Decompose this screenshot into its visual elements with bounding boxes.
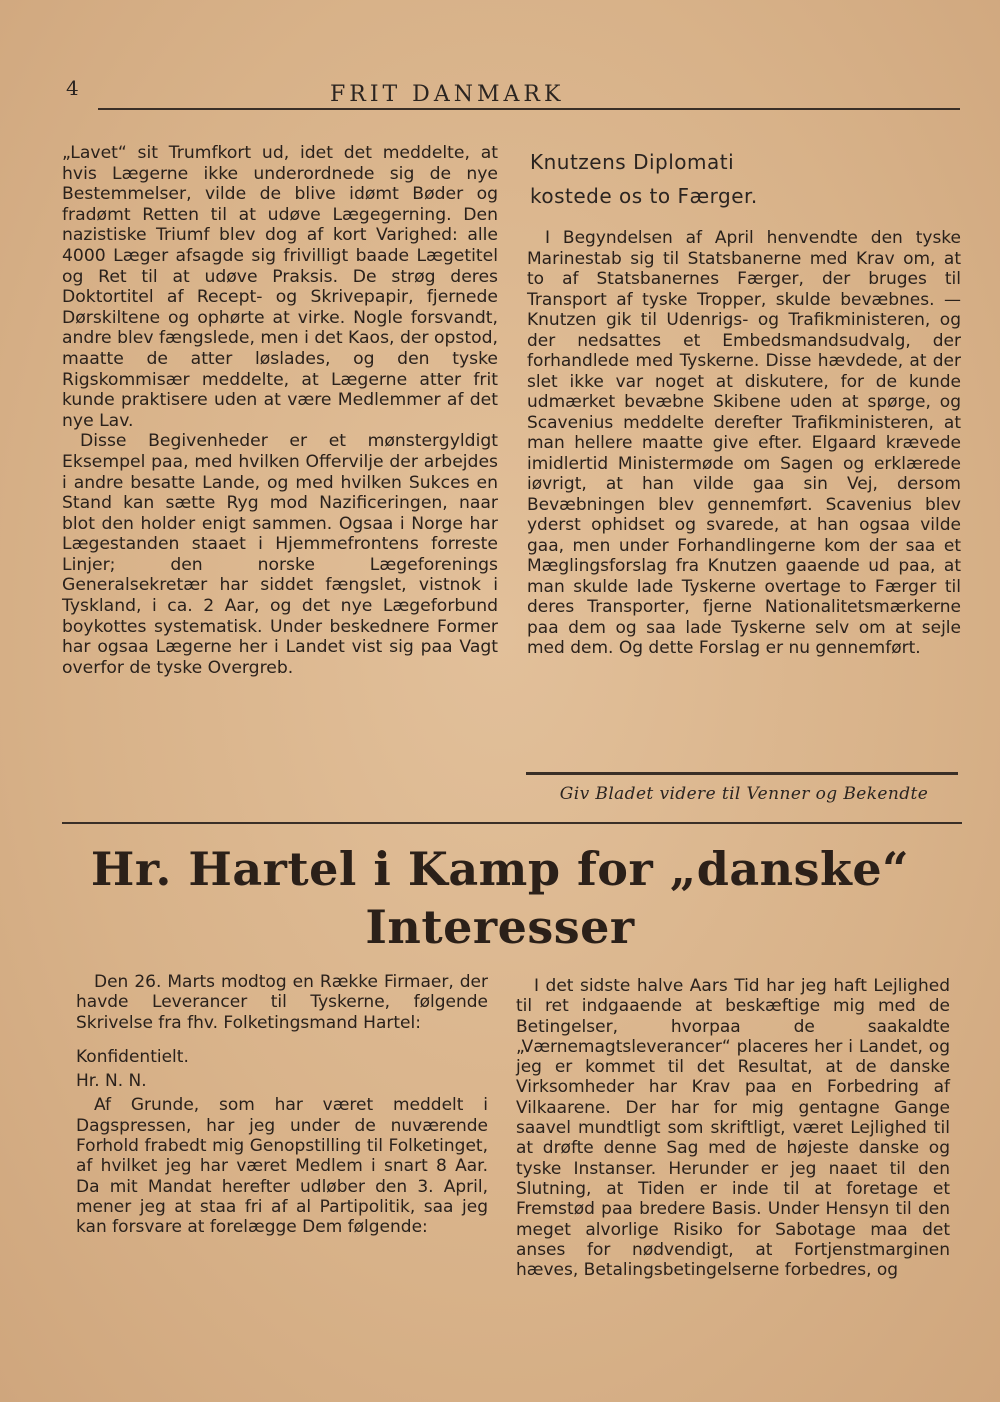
promo-rule	[526, 772, 958, 775]
hartel-intro: Den 26. Marts modtog en Række Firmaer, der havde Leverancer til Tyskerne, følgende Skrivelse fra fhv. Folketingsmand Hartel:	[76, 972, 488, 1033]
article-lav-column	[62, 143, 498, 678]
hartel-body-paragraph-2: I det sidste halve Aars Tid har jeg haft Lejlighed til ret indgaaende at beskæftige mig med de Betingelser, hvorpaa de saakaldte „Værnemagtsleverancer“ placeres her i Landet, og jeg er kommet til det Resultat, at de danske Virksomheder har Krav paa en Forbedring af Vilkaarene. Der har for mig gentagne Gange saavel mundtligt som skriftligt, været Lejlighed til at drøfte denne Sag med de højeste danske og tyske Instanser. Herunder er jeg naaet til den Slutning, at Tiden er inde til at foretage et Fremstød paa bredere Basis. Under Hensyn til den meget alvorlige Risiko for Sabotage maa det anses for nødvendigt, at Fortjenstmarginen hæves, Betalingsbetingelserne forbedres, og	[516, 976, 950, 1281]
headline-line-2: Interesser	[365, 900, 635, 954]
article-lav-paragraph-1: „Lavet“ sit Trumfkort ud, idet det meddelte, at hvis Lægerne ikke underordnede sig de nye Bestemmelser, vilde de blive idømt Bøder og fradømt Retten til at udøve Lægegerning. Den nazistiske Triumf blev dog af kort Varighed: alle 4000 Læger afsagde sig frivilligt baade Lægetitel og Ret til at udøve Praksis. De strøg deres Doktortitel af Recept- og Skrivepapir, fjernede Dørskiltene og ophørte at virke. Nogle forsvandt, andre blev fængslede, men i det Kaos, der opstod, maatte de atter løslades, og den tyske Rigskommisær meddelte, at Lægerne atter frit kunde praktisere uden at være Medlemmer af det nye Lav.	[62, 143, 498, 431]
hartel-confidential-label: Konfidentielt.	[76, 1046, 189, 1067]
section-divider	[62, 822, 962, 824]
article-knutzen-paragraph: I Begyndelsen af April henvendte den tyske Marinestab sig til Statsbanerne med Krav om, at to af Statsbanernes Færger, der bruges til Transport af tyske Tropper, skulde bevæbnes. — Knutzen gik til Udenrigs- og Trafikministeren, og der nedsattes et Embedsmandsudvalg, der forhandlede med Tyskerne. Disse hævdede, at der slet ikke var noget at diskutere, for de kunde udmærket bevæbne Skibene uden at spørge, og Scavenius meddelte derefter Trafikministeren, at man hellere maatte give efter. Elgaard krævede imidlertid Ministermøde om Sagen og erklærede iøvrigt, at han vilde gaa sin Vej, dersom Bevæbningen blev gennemført. Scavenius blev yderst ophidset og svarede, at han ogsaa vilde gaa, men under Forhandlingerne kom der saa et Mæglingsforslag fra Knutzen gaaende ud paa, at man skulde lade Tyskerne overtage to Færger til deres Transporter, fjerne Nationalitetsmærkerne paa dem og saa lade Tyskerne selv om at sejle med dem. Og dette Forslag er nu gennemført.	[527, 228, 961, 658]
promo-line: Giv Bladet videre til Venner og Bekendte	[559, 784, 929, 804]
newspaper-title: FRIT DANMARK	[330, 82, 565, 107]
headline-line-1: Hr. Hartel i Kamp for „danske“	[90, 842, 910, 896]
hartel-body-paragraph-1: Af Grunde, som har været meddelt i Dagspressen, har jeg under de nuværende Forhold frabedt mig Genopstilling til Folketinget, af hvilket jeg har været Medlem i snart 8 Aar. Da mit Mandat herefter udløber den 3. April, mener jeg at staa fri af al Partipolitik, saa jeg kan forsvare at forelægge Dem følgende:	[76, 1095, 488, 1238]
knutzen-heading-line-1: Knutzens Diplomati	[530, 150, 735, 174]
article-hartel-right-column	[516, 976, 950, 1280]
hartel-salutation: Hr. N. N.	[76, 1071, 147, 1092]
knutzen-heading-line-2: kostede os to Færger.	[530, 184, 758, 208]
headline	[60, 840, 940, 956]
page-number: 4	[66, 76, 79, 100]
article-lav-paragraph-2: Disse Begivenheder er et mønstergyldigt Eksempel paa, med hvilken Offervilje der arbejdes i andre besatte Lande, og med hvilken Sukces en Stand kan sætte Ryg mod Nazificeringen, naar blot den holder enigt sammen. Ogsaa i Norge har Lægestanden staaet i Hjemmefrontens forreste Linjer; den norske Lægeforenings Generalsekretær har siddet fængslet, vistnok i Tyskland, i ca. 2 Aar, og det nye Lægeforbund boykottes systematisk. Under beskednere Former har ogsaa Lægerne her i Landet vist sig paa Vagt overfor de tyske Overgreb.	[62, 431, 498, 678]
header-rule	[98, 108, 960, 110]
article-knutzen-column	[527, 228, 961, 659]
article-hartel-left-column	[76, 972, 488, 1238]
